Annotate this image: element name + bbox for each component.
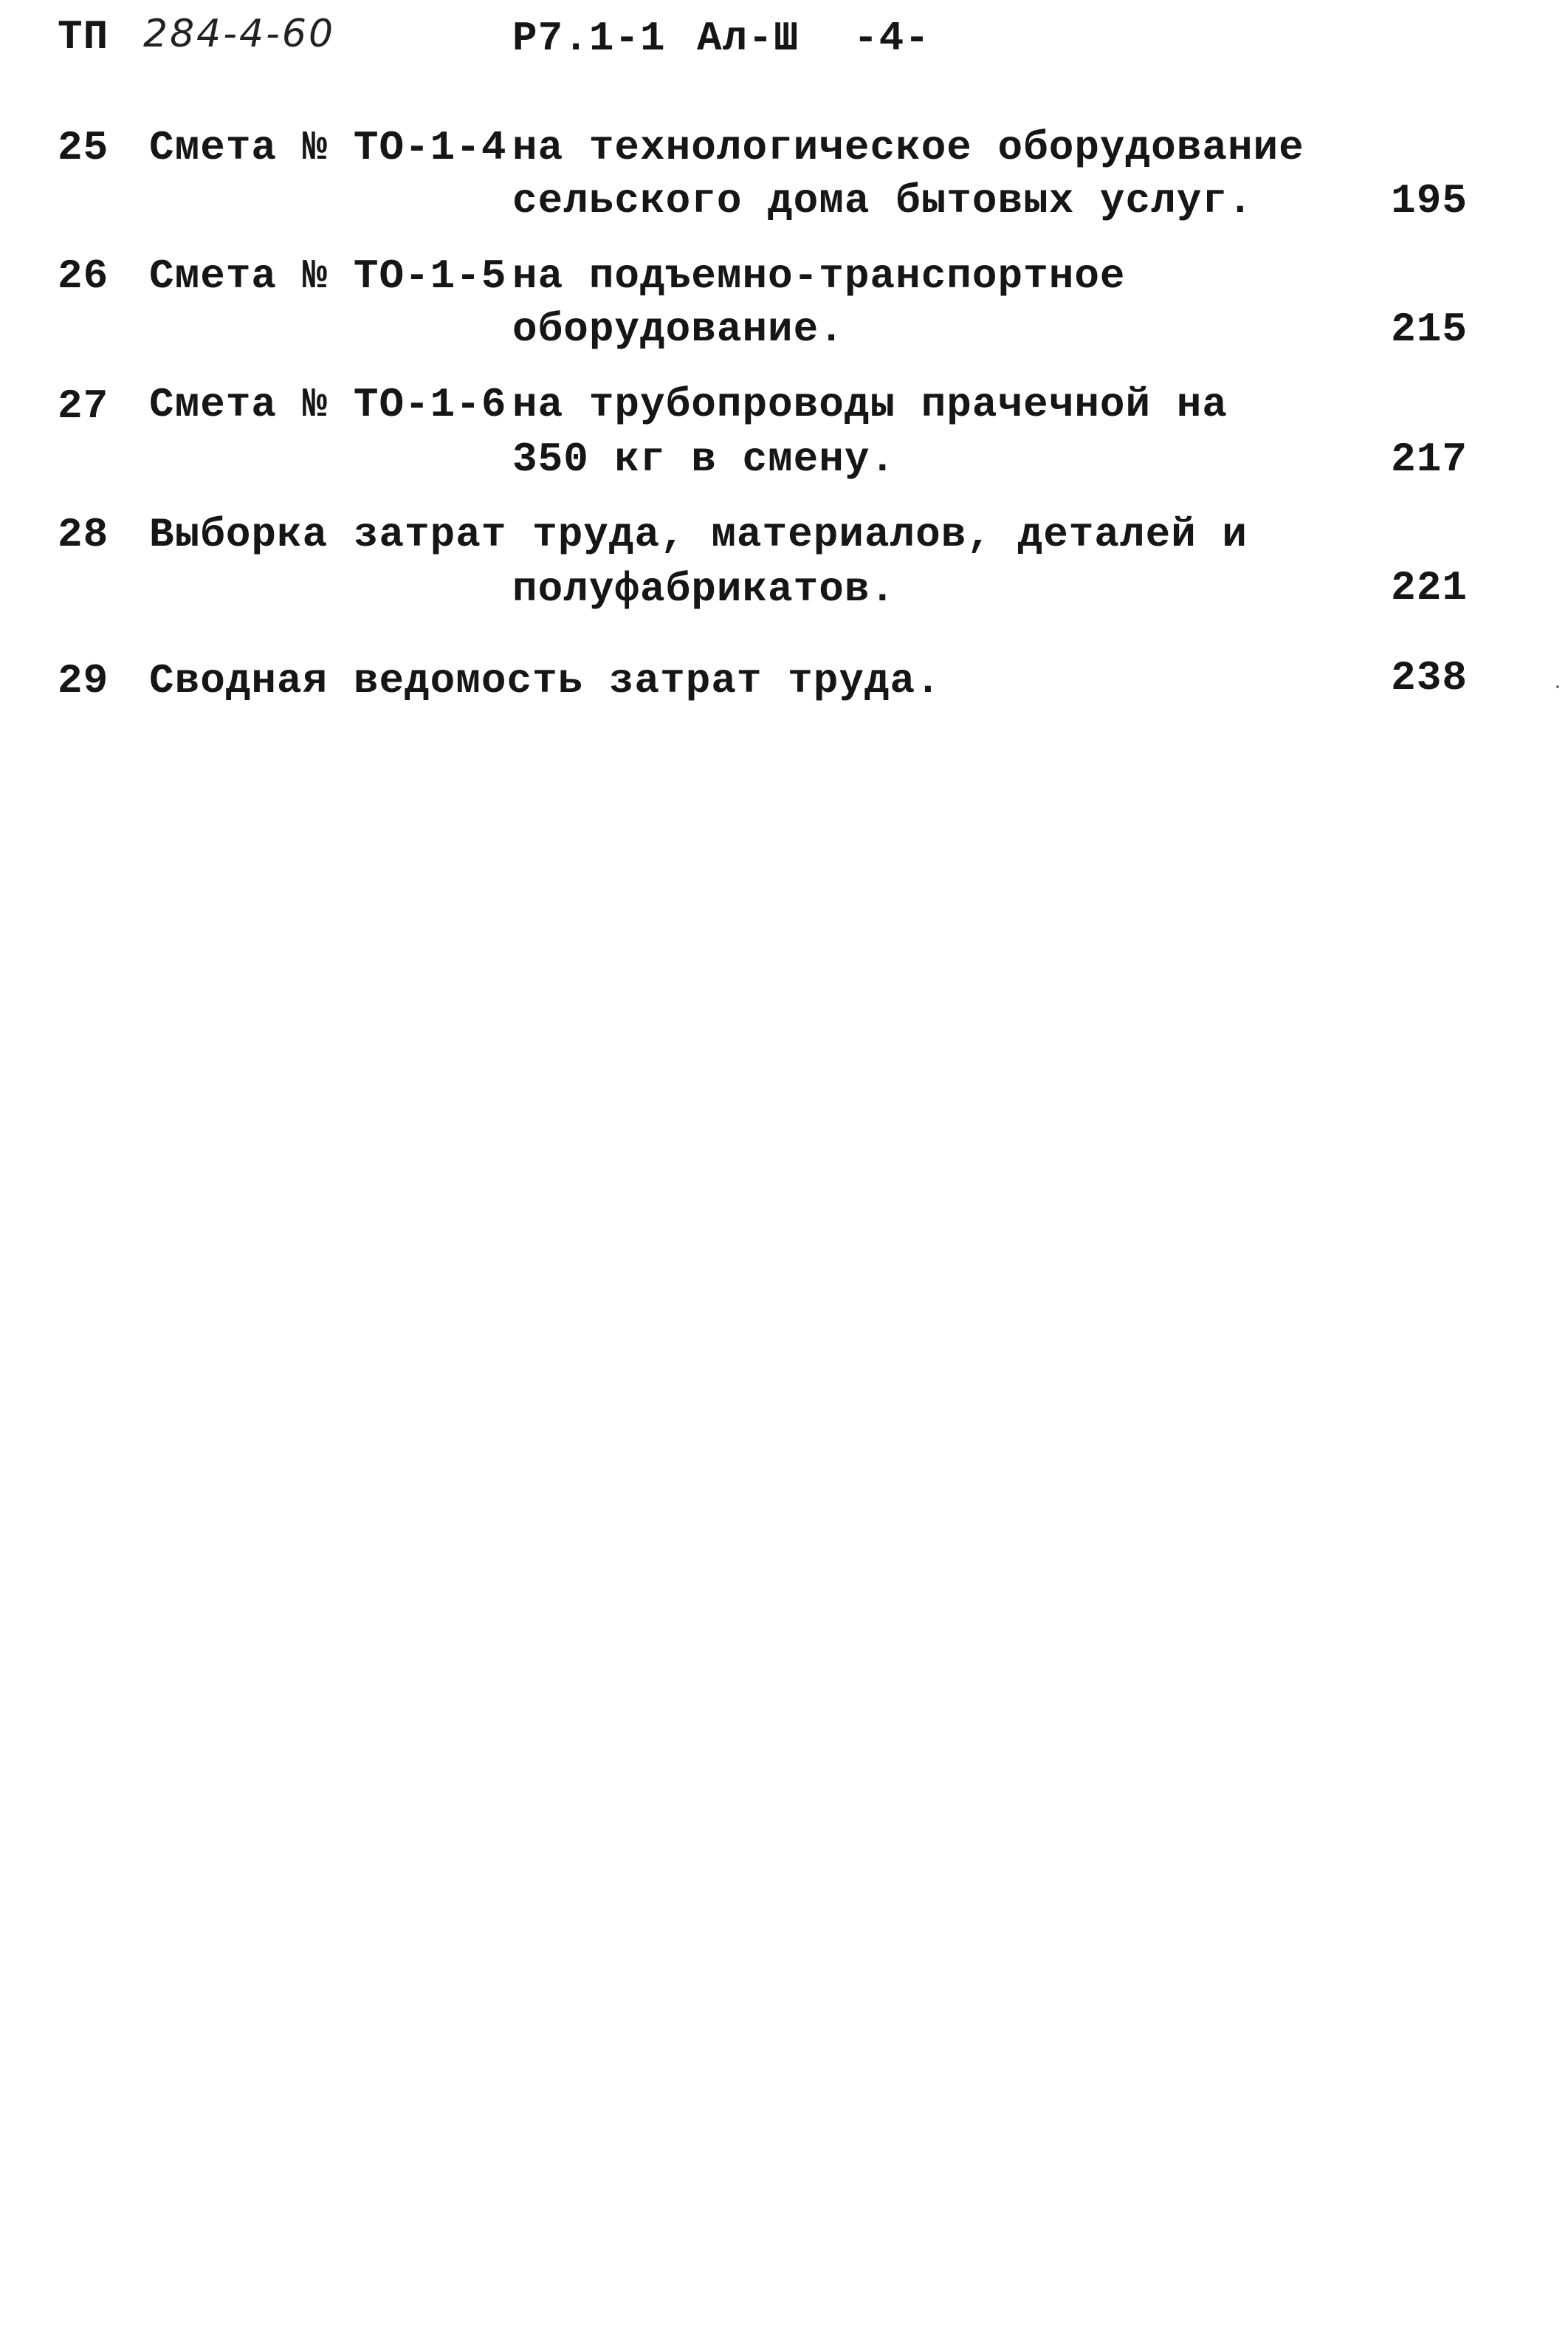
entry-ref: Смета № ТО-1-5 [149,253,507,300]
header-series: ТП [58,13,109,61]
entry-number: 28 [58,511,109,558]
header-doc-code: Р7.1-1 [512,15,666,62]
entry-text-line: сельского дома бытовых услуг. [512,177,1254,224]
entry-text-line: на подъемно-транспортное [512,253,1126,300]
entry-title: Сводная ведомость затрат труда. [149,657,941,704]
header-album: Ал-Ш [697,15,800,62]
entry-page-number: 238 [1391,654,1468,701]
entry-text-line: оборудование. [512,306,845,353]
header-project-number: 284-4-60 [143,12,336,56]
entry-ref: Смета № ТО-1-4 [149,124,507,171]
entry-ref: Смета № ТО-1-6 [149,381,507,428]
entry-text-line: на трубопроводы прачечной на [512,381,1228,428]
entry-page-number: 217 [1391,436,1468,483]
entry-text-line: на технологическое оборудование [512,124,1304,171]
entry-title: Выборка затрат труда, материалов, деталей и [149,511,1248,558]
entry-page-number: 215 [1391,306,1468,353]
entry-number: 26 [58,253,109,300]
entry-text-line: 350 кг в смену. [512,436,896,483]
scan-speck [1556,685,1559,688]
entry-number: 27 [58,383,109,430]
entry-text-line: полуфабрикатов. [512,566,896,613]
header-page-number: -4- [853,15,930,62]
entry-number: 25 [58,124,109,171]
entry-page-number: 221 [1391,564,1468,611]
entry-number: 29 [58,657,109,704]
entry-page-number: 195 [1391,177,1468,224]
